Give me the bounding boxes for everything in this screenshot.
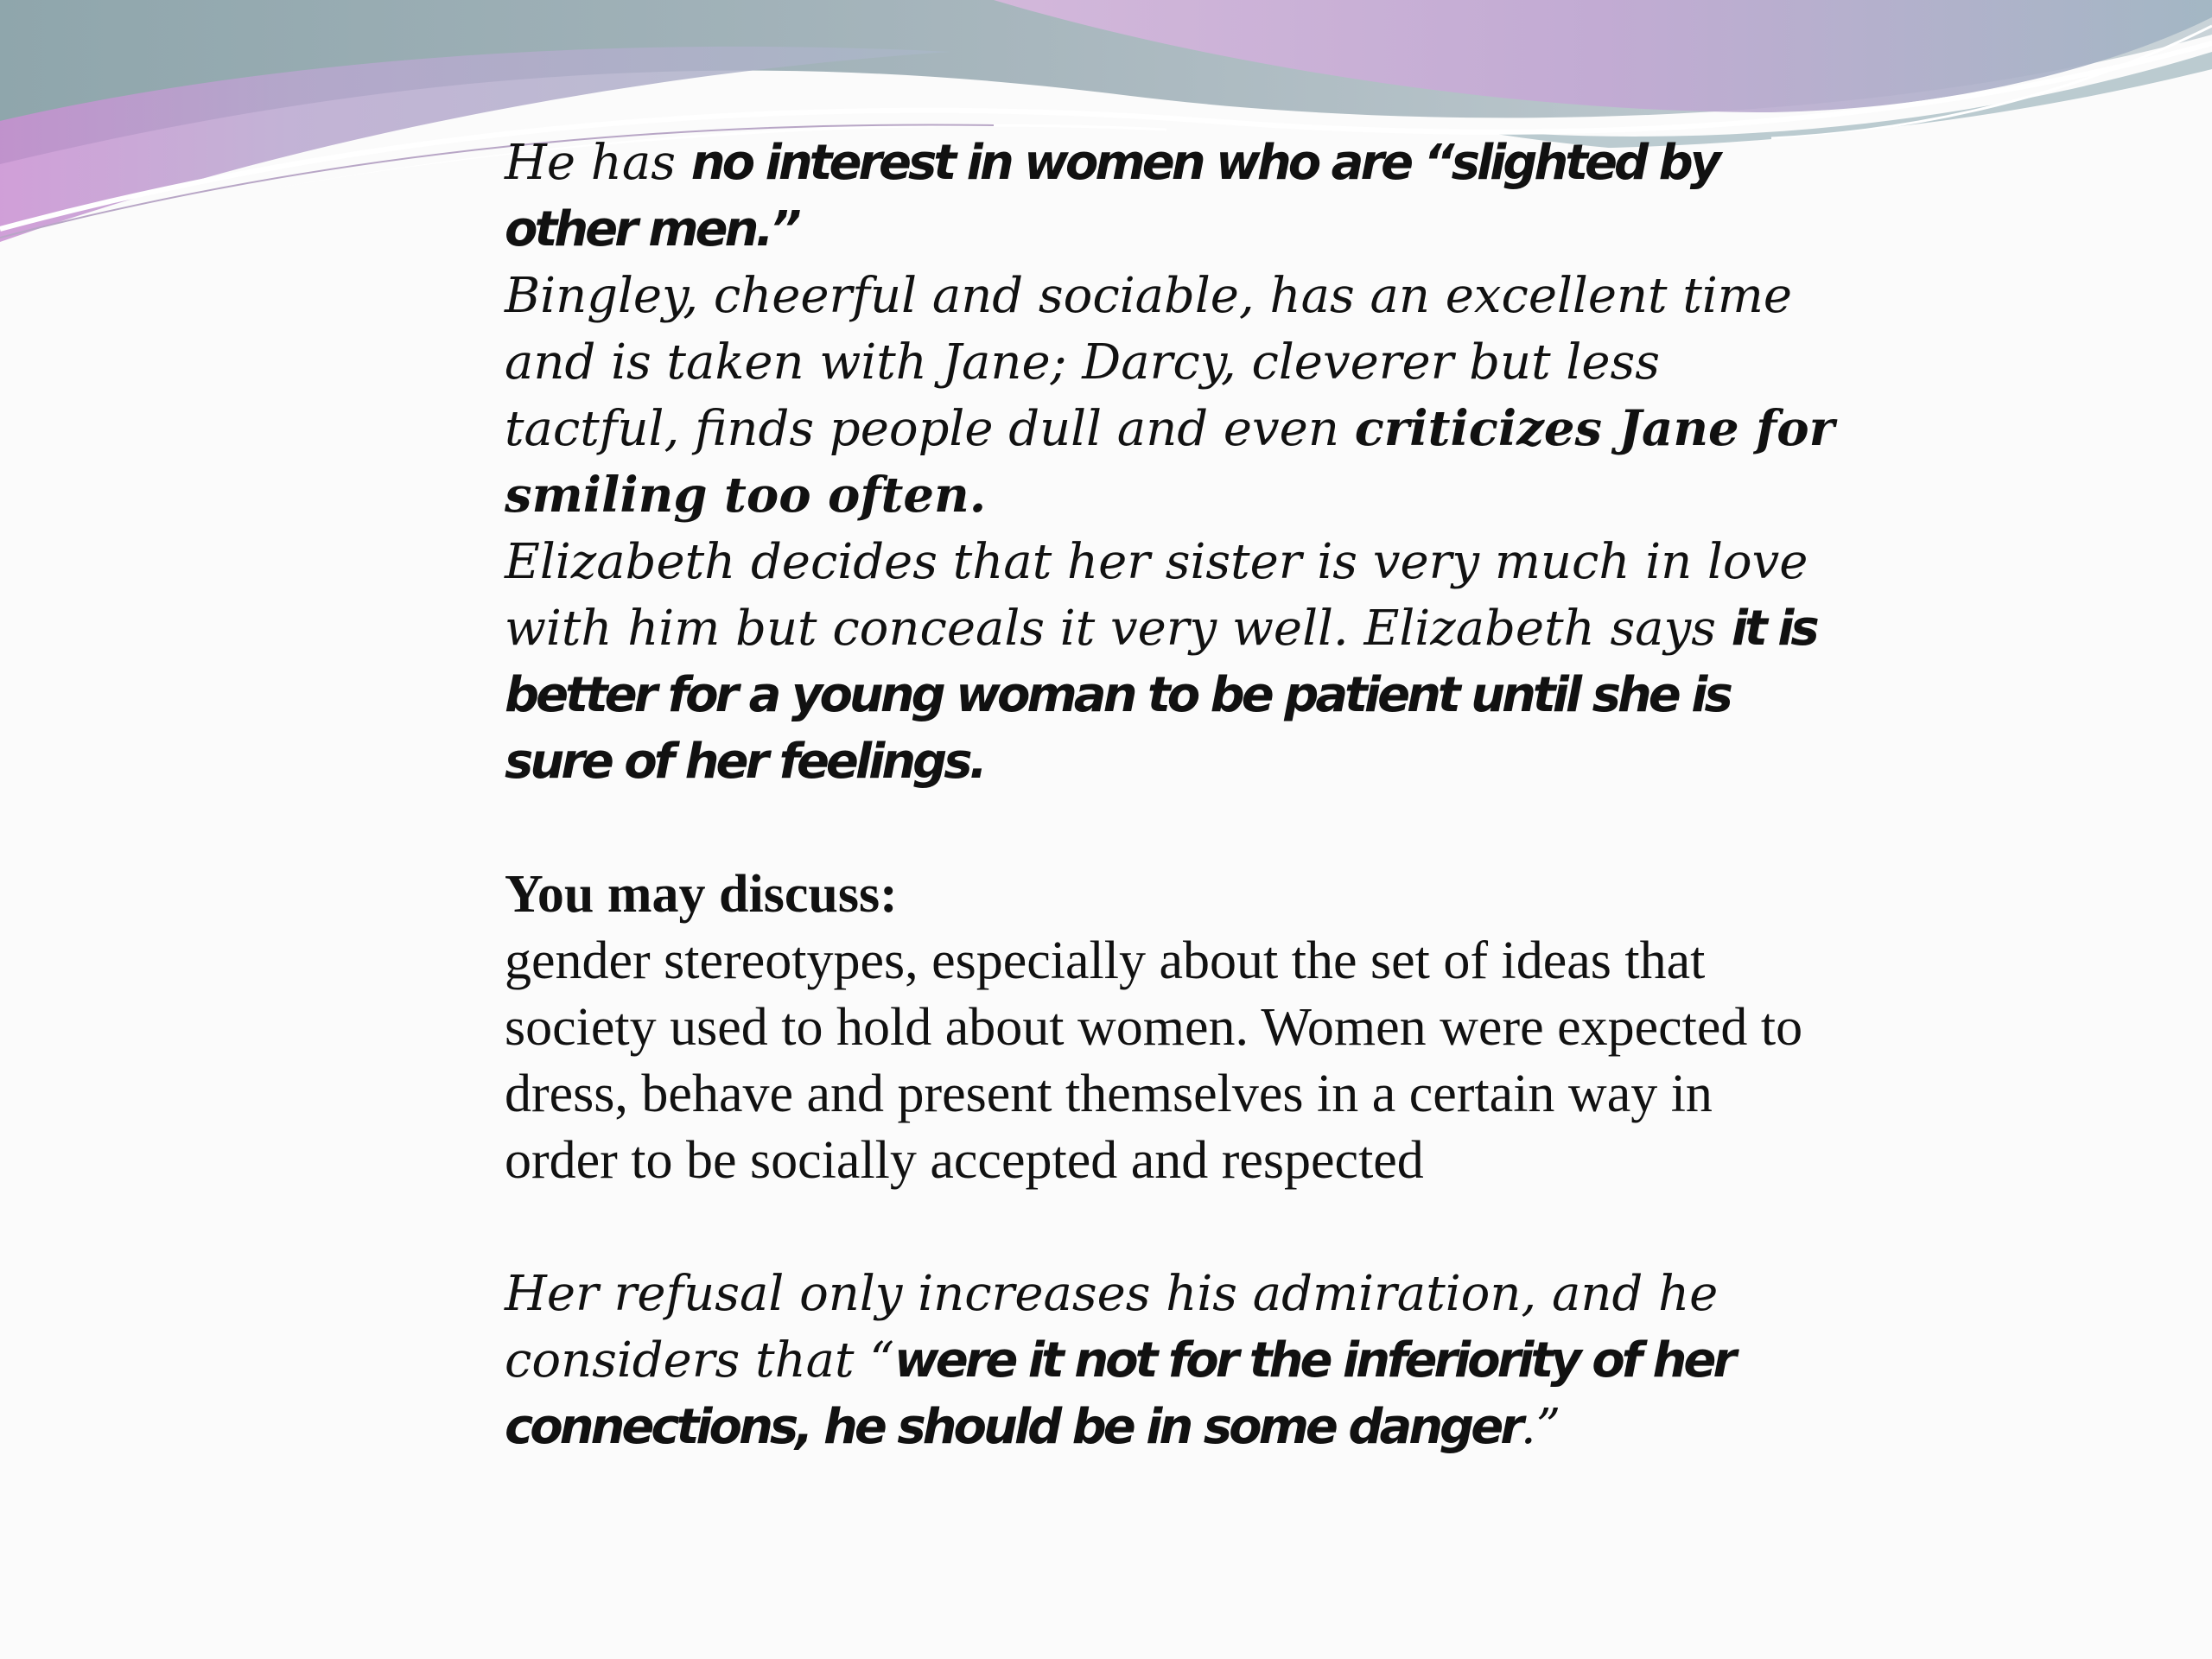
paragraph-darcy-body: Bingley, cheerful and sociable, has an excellent time and is taken with Jane; Darcy, cleverer but less tactful, finds people dull and even <box>505 268 1792 457</box>
paragraph-elizabeth-body: Elizabeth decides that her sister is very much in love with him but conceals it very well. Elizabeth says <box>505 534 1808 657</box>
paragraph-darcy-intro: He has <box>505 135 691 191</box>
criticizes-jane-text: criticizes Jane for smiling too often. <box>505 400 1835 524</box>
slide-text <box>505 130 1835 1460</box>
spacer <box>505 1194 1835 1261</box>
paragraph-refusal-end: .” <box>1520 1399 1561 1455</box>
paragraph-darcy <box>505 130 1835 529</box>
danger-quote: were it not for the inferiority of her connections, he should be in some danger <box>505 1332 1733 1455</box>
discussion-body: gender stereotypes, especially about the set of ideas that society used to hold about women. Women were expected to dress, behave and present themselves in a certain way in order to be socially accepted and respected <box>505 931 1803 1190</box>
paragraph-refusal-body: Her refusal only increases his admiration, and he considers that “ <box>505 1266 1719 1389</box>
spacer <box>505 795 1835 861</box>
discussion-heading: You may discuss: <box>505 865 898 924</box>
patient-quote: it is better for a young woman to be patient until she is sure of her feelings. <box>505 601 1816 790</box>
quote-slighted: no interest in women who are “slighted by other men.” <box>505 135 1719 257</box>
paragraph-elizabeth <box>505 529 1835 795</box>
paragraph-refusal <box>505 1261 1835 1460</box>
